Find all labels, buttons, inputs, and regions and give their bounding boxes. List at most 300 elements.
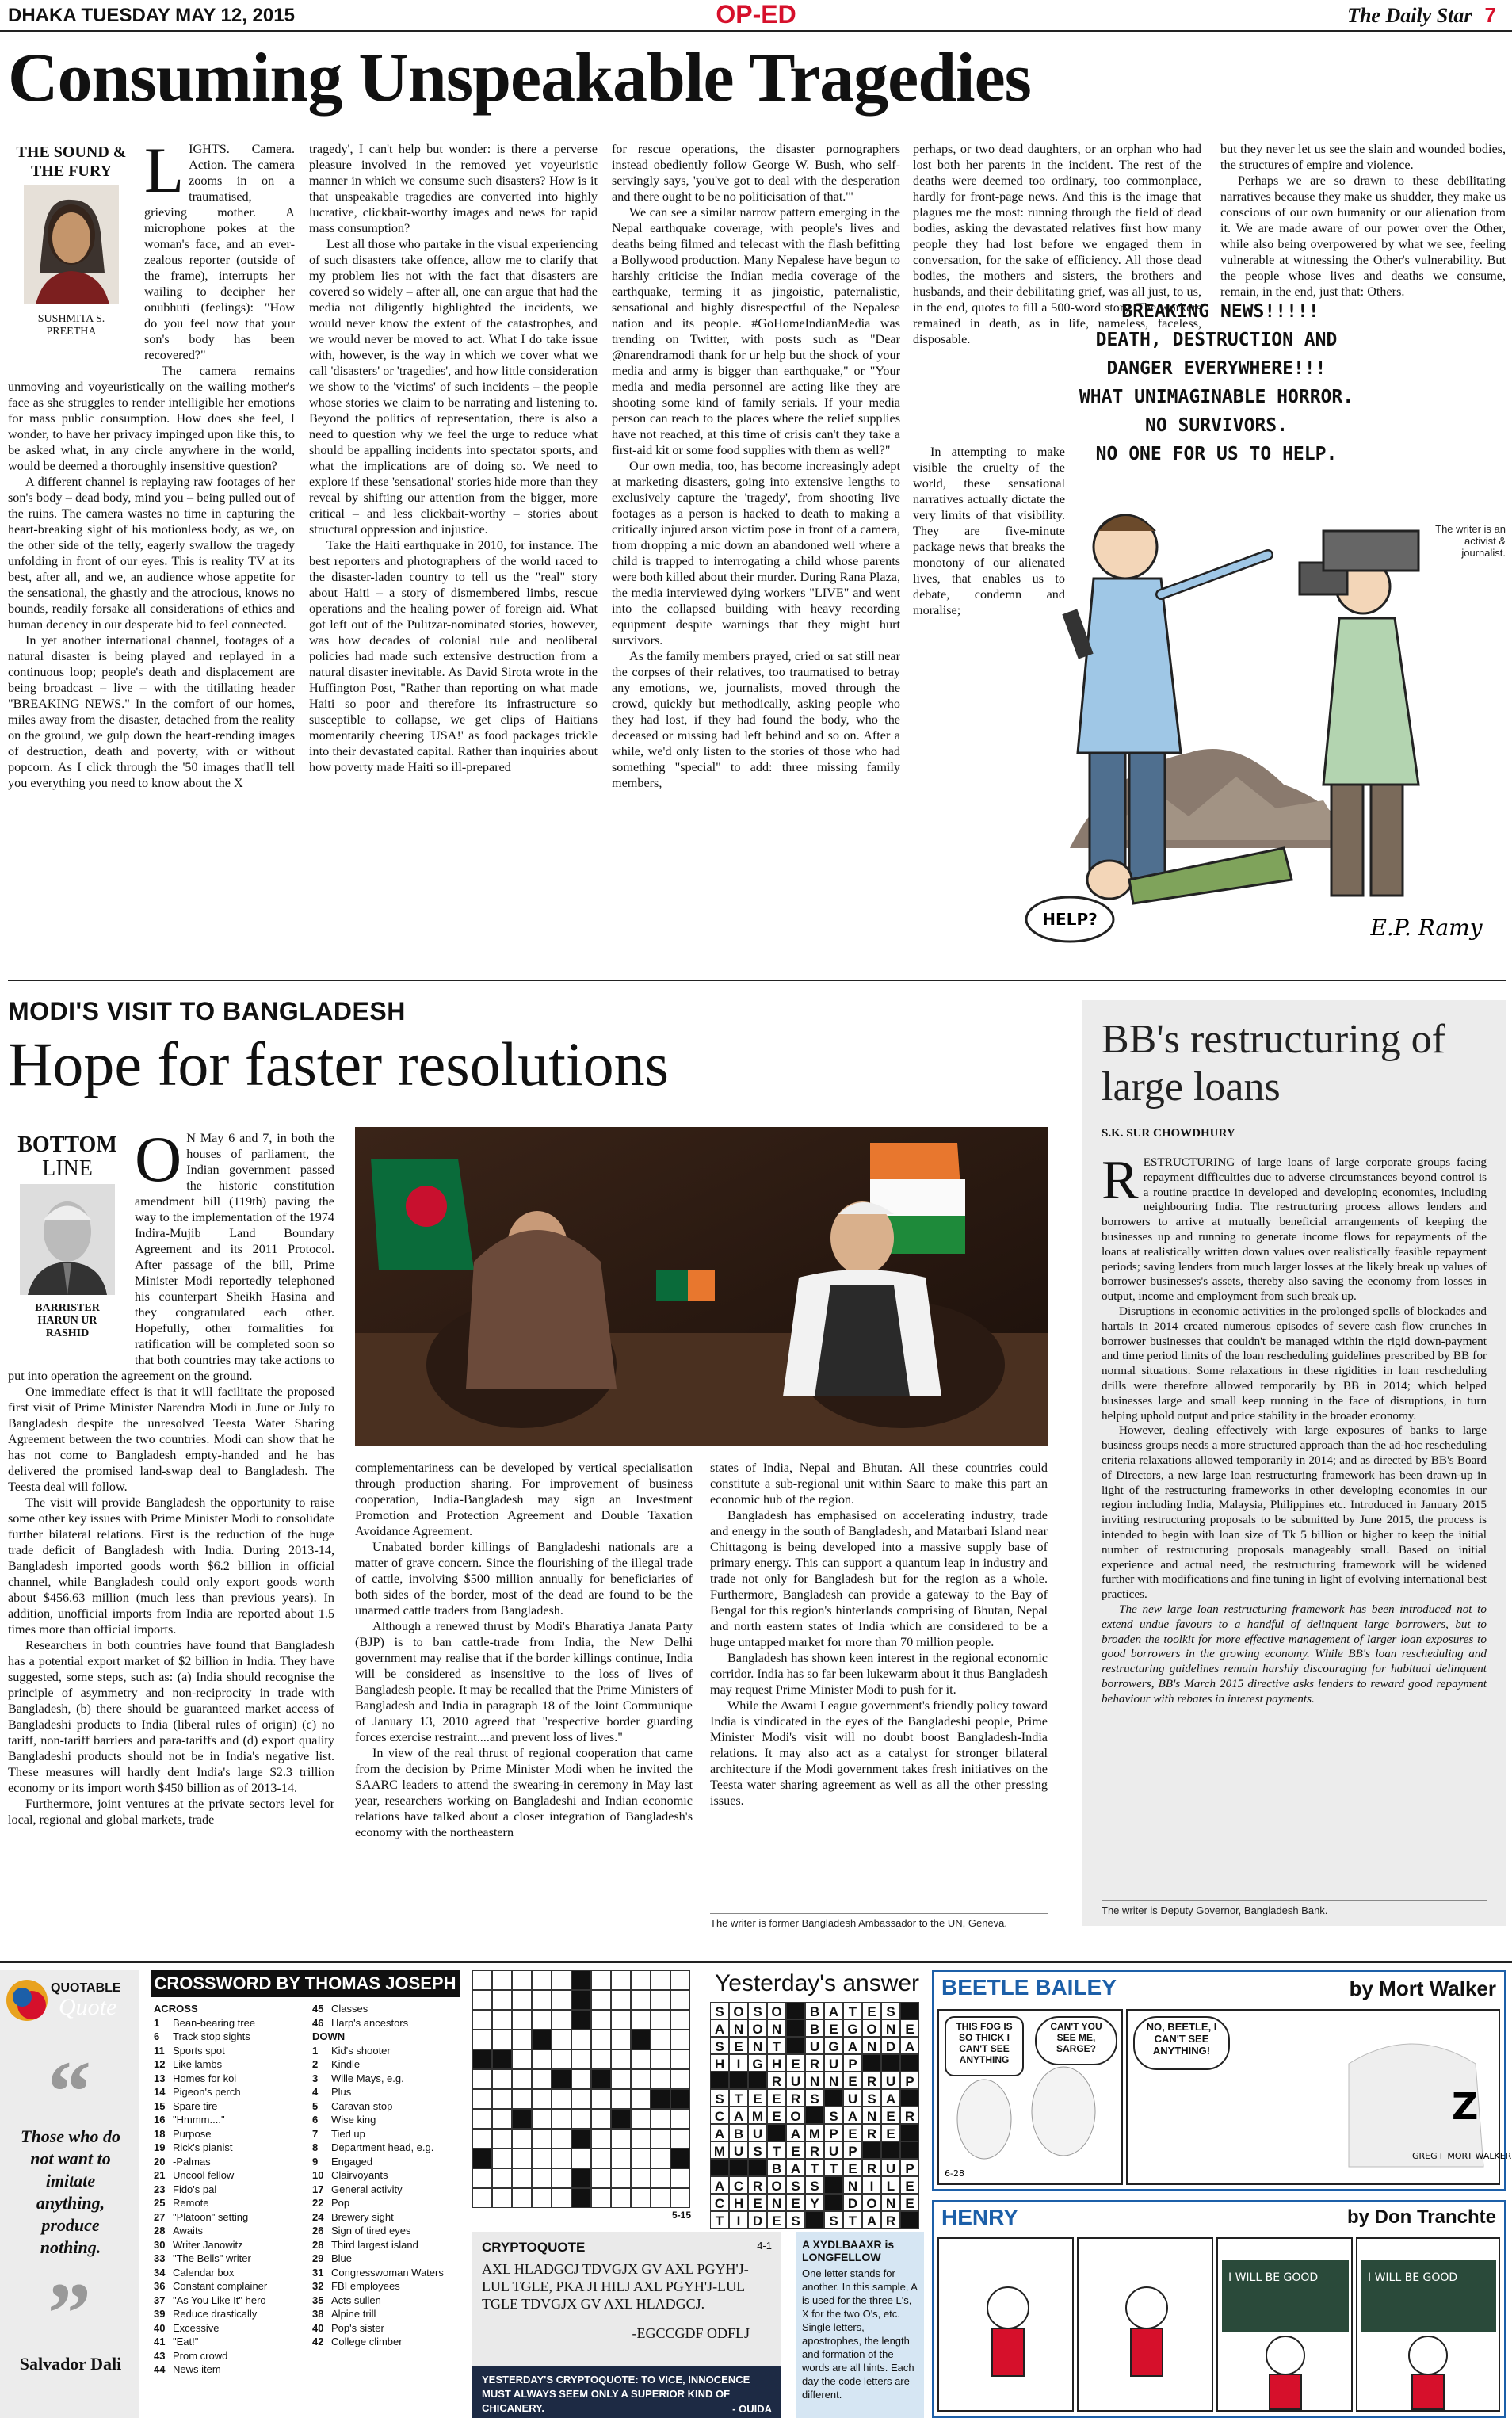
crossword-cell[interactable]	[552, 2168, 571, 2188]
crossword-cell[interactable]	[532, 1970, 552, 1990]
clue: 22 Pop	[312, 2197, 350, 2209]
answer-cell: S	[824, 2107, 843, 2124]
paragraph: for rescue operations, the disaster pornographers instead obediently follow George W. Bush, who self-servingly says, 'you've got to deal with the desperation and there ought to be no politicisation of that.'"	[612, 142, 900, 204]
crossword-cell[interactable]	[532, 2168, 552, 2188]
answer-cell: N	[748, 2037, 767, 2054]
headline-2: Hope for faster resolutions	[8, 1029, 669, 1098]
clue: 44 News item	[154, 2363, 221, 2375]
crossword-cell[interactable]	[611, 2049, 631, 2069]
crossword-cell[interactable]	[591, 2030, 611, 2049]
sidebar-article	[1082, 1000, 1506, 1926]
answer-cell: B	[767, 2159, 786, 2176]
answer-cell: S	[862, 2089, 881, 2107]
editorial-cartoon	[951, 293, 1506, 959]
crossword-cell[interactable]	[670, 2010, 690, 2030]
close-quote-icon: ”	[48, 2265, 91, 2362]
clue: 3 Wille Mays, e.g.	[312, 2072, 404, 2084]
clue: 1 Kid's shooter	[312, 2044, 391, 2057]
answer-cell	[786, 2037, 805, 2054]
crossword-title: CROSSWORD BY THOMAS JOSEPH	[151, 1970, 460, 1997]
crossword-cell[interactable]	[670, 2188, 690, 2208]
crossword-cell[interactable]	[651, 1970, 670, 1990]
yesterday-cryptoquote	[472, 2366, 781, 2418]
crossword-cell[interactable]	[552, 1970, 571, 1990]
answer-cell: R	[881, 2211, 900, 2229]
crossword-cell[interactable]	[472, 2049, 492, 2069]
crossword-cell[interactable]	[611, 2188, 631, 2208]
open-quote-icon: “	[48, 2043, 91, 2140]
answer-cell: O	[767, 2002, 786, 2019]
crossword-cell[interactable]	[552, 2188, 571, 2208]
crossword-cell[interactable]	[512, 2089, 532, 2109]
crossword-cell[interactable]	[651, 2168, 670, 2188]
crossword-cell[interactable]	[492, 2168, 512, 2188]
howto-title: A XYDLBAAXR is LONGFELLOW	[802, 2238, 895, 2263]
answer-cell: N	[805, 2072, 824, 2089]
clue: 14 Pigeon's perch	[154, 2086, 241, 2098]
answer-cell: B	[805, 2019, 824, 2037]
clue: 12 Like lambs	[154, 2058, 223, 2070]
answer-cell: A	[710, 2176, 729, 2194]
answer-cell: R	[862, 2159, 881, 2176]
cartoon-line: NO SURVIVORS.	[1144, 415, 1289, 436]
crossword-cell[interactable]	[532, 2188, 552, 2208]
crossword-cell[interactable]	[552, 2089, 571, 2109]
crossword-cell[interactable]	[512, 2129, 532, 2149]
answer-cell: R	[862, 2124, 881, 2141]
cartoon-line: BREAKING NEWS!!!!!	[1121, 301, 1319, 322]
crossword-cell[interactable]	[532, 2049, 552, 2069]
paragraph: Unabated border killings of Bangladeshi nationals are a matter of grave concern. Since the flourishing of the illegal trade of cattle, involving $500 million annually for beneficiaries of both sides of the border, most of the dead are found to be the unarmed cattle traders from Bangladesh.	[355, 1540, 693, 1618]
answer-cell: U	[729, 2141, 748, 2159]
crossword-cell[interactable]	[492, 2149, 512, 2168]
crossword-cell[interactable]	[552, 2010, 571, 2030]
crossword-cell[interactable]	[571, 1970, 591, 1990]
answer-title: Yesterday's answer	[714, 1970, 920, 1996]
across-clues	[154, 2002, 312, 2377]
crossword-cell[interactable]	[472, 2010, 492, 2030]
answer-cell: S	[824, 2211, 843, 2229]
crossword-cell[interactable]	[571, 2109, 591, 2129]
crossword-cell[interactable]	[492, 1970, 512, 1990]
paragraph: We can see a similar narrow pattern emerging in the Nepal earthquake coverage, with people's lives and deaths being filmed and telecast with the flash befitting a Bollywood production. Many Nepalese have begun to harshly criticise the Indian media coverage of the earthquake, terming it as jingoistic, paternalistic, sensational and highly disrespectful of the Nepalese nation and its people. #GoHomeIndianMedia was trending on Twitter, with posts such as "Dear @narendramodi thank for ur help but the shock of your media and army is bigger than earthquake," or "Your media and media personnel are acting like they are shooting some kind of family serials. If your media person can reach to the places where the relief supplies have not reached, at this time of crisis can't they take a first-aid kit or some food supplies with them as well?"	[612, 205, 900, 457]
crossword-cell[interactable]	[492, 2069, 512, 2089]
cryptoquote-title: CRYPTOQUOTE	[482, 2240, 586, 2255]
quote-author: Salvador Dali	[19, 2354, 122, 2374]
article3-body	[1102, 1150, 1487, 1889]
crossword-cell[interactable]	[571, 2010, 591, 2030]
quote-label-2: Quote	[59, 1994, 117, 2020]
crossword-cell[interactable]	[651, 2049, 670, 2069]
crossword-cell[interactable]	[631, 2069, 651, 2089]
crossword-cell[interactable]	[631, 2109, 651, 2129]
answer-cell: E	[900, 2194, 919, 2211]
answer-cell: T	[824, 2159, 843, 2176]
article1-col1	[8, 134, 295, 956]
speech-bubble-2: CAN'T YOU SEE ME, SARGE?	[1035, 2016, 1117, 2065]
answer-cell: A	[862, 2211, 881, 2229]
answer-cell: O	[729, 2002, 748, 2019]
answer-cell	[805, 2107, 824, 2124]
answer-cell: N	[843, 2176, 862, 2194]
answer-cell: B	[729, 2124, 748, 2141]
crossword-cell[interactable]	[670, 1990, 690, 2010]
crossword-cell[interactable]	[591, 2089, 611, 2109]
clue: 27 "Platoon" setting	[154, 2210, 249, 2223]
dropcap: R	[1102, 1150, 1139, 1211]
crossword-cell[interactable]	[472, 1970, 492, 1990]
crossword-cell[interactable]	[532, 2030, 552, 2049]
crossword-cell[interactable]	[472, 2149, 492, 2168]
clue: 45 Classes	[312, 2003, 368, 2015]
column-name: BOTTOM	[17, 1133, 117, 1157]
paragraph: The camera remains unmoving and voyeuristically on the wailing mother's face as she struggles to render intelligible her emotions for mass public consumption. How does she feel, I wonder, to have her privacy impinged upon like this, to be asked what, in any circle anywhere in the world, would be deemed a thoroughly insensitive question?	[8, 364, 295, 473]
crossword-cell[interactable]	[631, 2168, 651, 2188]
crossword-cell[interactable]	[591, 2188, 611, 2208]
crossword-cell[interactable]	[670, 2129, 690, 2149]
crossword-cell[interactable]	[512, 2188, 532, 2208]
answer-cell: T	[805, 2159, 824, 2176]
crossword-cell[interactable]	[631, 2089, 651, 2109]
answer-cell: L	[881, 2176, 900, 2194]
clue: 18 Purpose	[154, 2127, 212, 2140]
comic-signature: GREG+ MORT WALKER	[1412, 2151, 1512, 2161]
writer-note-2: The writer is former Bangladesh Ambassador to the UN, Geneva.	[710, 1913, 1048, 1929]
crossword-cell[interactable]	[552, 2129, 571, 2149]
paragraph: In attempting to make visible the cruelty of the world, these sensational narratives actually dictate the very limits of that visibility. They are five-minute package news that breaks the monotony of our alienated lives, that enables us to debate, condemn and moralise;	[913, 445, 1065, 617]
crossword-cell[interactable]	[651, 2109, 670, 2129]
clue-heading: ACROSS	[154, 2003, 198, 2015]
answer-cell: A	[900, 2037, 919, 2054]
answer-cell: A	[786, 2159, 805, 2176]
crossword-cell[interactable]	[492, 2010, 512, 2030]
crossword-cell[interactable]	[552, 2049, 571, 2069]
crossword-cell[interactable]	[492, 2109, 512, 2129]
answer-cell: E	[767, 2089, 786, 2107]
crossword-cell[interactable]	[512, 2069, 532, 2089]
answer-cell: O	[748, 2019, 767, 2037]
dropcap: O	[135, 1123, 182, 1195]
crossword-cell[interactable]	[472, 2089, 492, 2109]
clue: 40 Pop's sister	[312, 2321, 384, 2334]
crossword-cell[interactable]	[651, 2010, 670, 2030]
answer-cell: O	[786, 2107, 805, 2124]
crossword-cell[interactable]	[591, 2149, 611, 2168]
answer-cell: A	[824, 2002, 843, 2019]
crossword-cell[interactable]	[492, 2188, 512, 2208]
answer-cell: U	[805, 2037, 824, 2054]
crossword-cell[interactable]	[472, 2109, 492, 2129]
answer-cell	[710, 2159, 729, 2176]
crossword-cell[interactable]	[472, 2069, 492, 2089]
crossword-cell[interactable]	[512, 2049, 532, 2069]
crossword-cell[interactable]	[552, 1990, 571, 2010]
crossword-cell[interactable]	[472, 1990, 492, 2010]
crossword-cell[interactable]	[591, 2049, 611, 2069]
answer-cell	[710, 2072, 729, 2089]
crossword-cell[interactable]	[532, 2010, 552, 2030]
crossword-cell[interactable]	[532, 2089, 552, 2109]
answer-cell: I	[862, 2176, 881, 2194]
crossword-cell[interactable]	[670, 2168, 690, 2188]
answer-cell: M	[805, 2124, 824, 2141]
clue: 16 "Hmmm...."	[154, 2114, 225, 2126]
paragraph: In yet another international channel, footages of a natural disaster is being played and replayed in a continuous loop; people's death and displacement are being broadcast – live – with the titillating header "BREAKING NEWS." In the comfort of our homes, miles away from the disaster, detached from the reality on the ground, we gulp down the heart-rending images of destruction, death and poverty, with or without popcorn. As I click through the '50 images that'll tell you everything you need to know about the X	[8, 633, 295, 790]
crossword-cell[interactable]	[512, 1990, 532, 2010]
answer-cell: H	[767, 2054, 786, 2072]
answer-cell: U	[881, 2159, 900, 2176]
crossword-cell[interactable]	[631, 2149, 651, 2168]
answer-cell: B	[805, 2002, 824, 2019]
crossword-cell[interactable]	[670, 2069, 690, 2089]
answer-cell: S	[881, 2002, 900, 2019]
yesterday-cryptoquote-text: YESTERDAY'S CRYPTOQUOTE: TO VICE, INNOCENCE MUST ALWAYS SEEM ONLY A SUPERIOR KIND OF CHICANERY.	[482, 2374, 750, 2414]
crossword-cell[interactable]	[512, 2010, 532, 2030]
crossword-cell[interactable]	[512, 2168, 532, 2188]
answer-cell: I	[729, 2211, 748, 2229]
cryptoquote-howto	[796, 2232, 924, 2418]
answer-cell	[862, 2141, 881, 2159]
answer-cell: I	[729, 2054, 748, 2072]
crossword-cell[interactable]	[670, 2149, 690, 2168]
crossword-cell[interactable]	[552, 2030, 571, 2049]
crossword-cell[interactable]	[472, 2030, 492, 2049]
crossword-date: 5-15	[671, 2210, 691, 2221]
crossword-cell[interactable]	[591, 2168, 611, 2188]
paragraph: Take the Haiti earthquake in 2010, for instance. The best reporters and photographers of the world raced to the disaster-laden country to tell us the "real" story about Haiti – a story of dismembered limbs, rescue operations and the healing power of foreign aid. What got left out of the Pulitzar-nominated stories, however, was how decades of colonial rule and neoliberal policies had made such extensive destruction from a natural disaster inevitable. As David Sirota wrote in the Huffington Post, "Rather than reporting on what made Haiti so poor and therefore its infrastructure so susceptible to collapse, we get clips of Haitians momentarily cheering 'USA!' as food packages trickle into their devastated capital. Rather than inquiries about how poverty made Haiti so ill-prepared	[309, 538, 598, 774]
answer-cell	[900, 2141, 919, 2159]
masthead: The Daily Star 7	[1347, 3, 1496, 27]
paragraph: IGHTS. Camera. Action. The camera zooms in on a traumatised, grieving mother. A microphone pokes at the woman's face, and an ever-zealous reporter (outside of the frame), interrupts her wailing to decipher her onubhuti (feelings): "How do you feel now that your son's body has been recovered?"	[144, 142, 295, 362]
crossword-cell[interactable]	[492, 2129, 512, 2149]
answer-cell: T	[843, 2211, 862, 2229]
crossword-cell[interactable]	[532, 2109, 552, 2129]
clue: 4 Plus	[312, 2086, 352, 2098]
quote-label: QUOTABLE	[51, 1981, 121, 1995]
crossword-cell[interactable]	[472, 2168, 492, 2188]
answer-cell: O	[862, 2019, 881, 2037]
crossword-cell[interactable]	[552, 2109, 571, 2129]
answer-cell: D	[881, 2037, 900, 2054]
answer-cell: E	[767, 2107, 786, 2124]
paragraph: In view of the real thrust of regional cooperation that came from the decision by Prime Minister Modi when he invited the SAARC leaders to attend the swearing-in ceremony in May last year, researchers working on Bangladeshi and Indian economic relations have talked about a closer integration of Bangladesh's economy with the northeastern	[355, 1746, 693, 1839]
answer-cell	[729, 2072, 748, 2089]
crossword-cell[interactable]	[651, 2089, 670, 2109]
paragraph: ESTRUCTURING of large loans of large corporate groups facing repayment difficulties due to adverse circumstances beyond control is a routine practice in developed and developing economies, including neighbouring India. The restructuring process allows lenders and borrowers to arrive at mutually beneficial arrangements of keeping the businesses up and running to generate income flows for repayments of the loans at realistically written down values over realistically feasible repayment periods; saving lenders from much larger losses at the likely break up values of borrower businesses's assets, thereby also saving the economy from losses in output, income and employment from such break up.	[1102, 1156, 1487, 1304]
answer-cell: N	[729, 2019, 748, 2037]
crossword-cell[interactable]	[532, 2129, 552, 2149]
answer-cell: N	[767, 2019, 786, 2037]
crossword-cell[interactable]	[571, 2030, 591, 2049]
clue: 8 Department head, e.g.	[312, 2141, 434, 2153]
answer-cell	[824, 2176, 843, 2194]
clue: 34 Calendar box	[154, 2266, 235, 2279]
answer-cell: M	[748, 2107, 767, 2124]
crossword-cell[interactable]	[611, 2149, 631, 2168]
answer-cell: E	[843, 2072, 862, 2089]
crossword-cell[interactable]	[492, 2089, 512, 2109]
crossword-cell[interactable]	[611, 2010, 631, 2030]
crossword-cell[interactable]	[571, 2089, 591, 2109]
clue: 13 Homes for koi	[154, 2072, 237, 2084]
speech-bubble-3: NO, BEETLE, I CAN'T SEE ANYTHING!	[1133, 2016, 1230, 2070]
crossword-cell[interactable]	[651, 1990, 670, 2010]
paragraph: but they never let us see the slain and wounded bodies, the structures of empire and violence.	[1220, 142, 1506, 172]
crossword-cell[interactable]	[512, 2109, 532, 2129]
crossword-cell[interactable]	[651, 2149, 670, 2168]
paragraph: Perhaps we are so drawn to these debilitating narratives because they make us shudder, they make us conscious of our own humanity or our alienation from it. We are made aware of our power over the Other, while also being overpowered by what we see, feeling vulnerable at witnessing the Other's vulnerability. But the people whose lives and deaths we consume, remain, in the end, just that: Others.	[1220, 174, 1506, 299]
paragraph: Lest all those who partake in the visual experiencing of such disasters take offence, allow me to clarify that my problem lies not with the fact that disasters are covered so widely – after all, one can argue that had the media not diligently highlighted the incidents, we would never know the extent of the catastrophes, and we would never be moved to act. What I do take issue with, however, is the way in which we cover what we call 'disasters' or 'tragedies', and how little consideration we show to the 'victims' of such incidents – the people whose stories we claim to be narrating and listening to. Beyond the politics of representation, there is also a need to question why we feel the urge to reduce what should be appalling incidents into spectator sports, and what the implications are of doing so. We need to explore if these 'sensational' stories hide more than they reveal by shifting our attention from the bigger, more critical – and less clickbait-worthy – stories about structural oppression and injustice.	[309, 237, 598, 537]
speech-bubble-1: THIS FOG IS SO THICK I CAN'T SEE ANYTHING	[945, 2016, 1024, 2076]
quote-text: Those who do not want to imitate anything, produce nothing.	[21, 2126, 120, 2257]
comic-beetle-bailey	[932, 1970, 1512, 2191]
crossword-cell[interactable]	[571, 2149, 591, 2168]
answer-cell: U	[843, 2089, 862, 2107]
crossword-cell[interactable]	[571, 2188, 591, 2208]
city-date: DHAKA TUESDAY MAY 12, 2015	[8, 5, 295, 26]
writer-note-3: The writer is Deputy Governor, Bangladesh Bank.	[1102, 1900, 1487, 1916]
headline-1: Consuming Unspeakable Tragedies	[8, 40, 1031, 117]
crossword-cell[interactable]	[631, 2030, 651, 2049]
crossword-cell[interactable]	[571, 2129, 591, 2149]
clue: 19 Rick's pianist	[154, 2141, 233, 2153]
paragraph: perhaps, or two dead daughters, or an orphan who had lost both her parents in the incident. The rest of the deaths were deemed too ordinary, too commonplace, hardly for front-page news. And this is the image that plagues me the most: running through the field of dead bodies, asking the devastated relatives first how many people they had lost before we engaged them in conversation, for the sake of efficiency. All those dead bodies, the mothers and sisters, the brothers and husbands, and their debilitating grief, was all just, to us, in the end, quotes to fill a 500-word story. The workers remained in death, as in life, nameless, faceless, disposable.	[913, 142, 1201, 346]
answer-cell: P	[843, 2141, 862, 2159]
crossword-cell[interactable]	[611, 2129, 631, 2149]
article1-col2	[309, 141, 598, 956]
crossword-cell[interactable]	[670, 2109, 690, 2129]
crossword-cell[interactable]	[611, 2030, 631, 2049]
clue: 30 Writer Janowitz	[154, 2238, 243, 2251]
crossword-cell[interactable]	[651, 2069, 670, 2089]
crossword-cell[interactable]	[571, 2168, 591, 2188]
clue: 7 Tied up	[312, 2127, 365, 2140]
crossword-cell[interactable]	[532, 2149, 552, 2168]
crossword-cell[interactable]	[670, 2030, 690, 2049]
comic-date: 6-28	[945, 2168, 964, 2179]
answer-cell	[881, 2054, 900, 2072]
answer-cell: S	[786, 2211, 805, 2229]
crossword-cell[interactable]	[591, 1970, 611, 1990]
answer-cell: E	[843, 2124, 862, 2141]
crossword-cell[interactable]	[532, 1990, 552, 2010]
answer-cell: U	[881, 2072, 900, 2089]
crossword-cell[interactable]	[591, 1990, 611, 2010]
crossword-cell[interactable]	[611, 1970, 631, 1990]
answer-cell: N	[862, 2107, 881, 2124]
crossword-cell[interactable]	[631, 2188, 651, 2208]
crossword-cell[interactable]	[611, 2089, 631, 2109]
answer-cell: G	[748, 2054, 767, 2072]
crossword-cell[interactable]	[472, 2188, 492, 2208]
answer-cell: T	[729, 2089, 748, 2107]
crossword-cell[interactable]	[631, 1990, 651, 2010]
crossword-cell[interactable]	[512, 1970, 532, 1990]
answer-cell: A	[729, 2107, 748, 2124]
crossword-cell[interactable]	[631, 2049, 651, 2069]
answer-cell: N	[881, 2194, 900, 2211]
cryptoquote-text: AXL HLADGCJ TDVGJX GV AXL PGYH'J-LUL TGLE, PKA JI HILJ AXL PGYH'J-LUL TGLE TDVGJX GV AXL HLADGCJ.	[482, 2261, 749, 2312]
answer-cell: N	[824, 2072, 843, 2089]
answer-cell: E	[881, 2107, 900, 2124]
clue-heading: DOWN	[312, 2030, 346, 2042]
crossword-grid	[472, 1970, 694, 2221]
clue: 25 Remote	[154, 2197, 209, 2209]
crossword-cell[interactable]	[472, 2129, 492, 2149]
crossword-cell[interactable]	[552, 2149, 571, 2168]
crossword-cell[interactable]	[611, 2168, 631, 2188]
crossword-cell[interactable]	[571, 2049, 591, 2069]
clue: 36 Constant complainer	[154, 2280, 268, 2292]
answer-cell: S	[748, 2002, 767, 2019]
answer-cell: N	[862, 2037, 881, 2054]
crossword-cell[interactable]	[591, 2010, 611, 2030]
crossword-cell[interactable]	[651, 2030, 670, 2049]
answer-cell: T	[843, 2002, 862, 2019]
cartoon-line: NO ONE FOR US TO HELP.	[1095, 444, 1338, 464]
crossword-cell[interactable]	[571, 1990, 591, 2010]
crossword-cell[interactable]	[492, 1990, 512, 2010]
answer-cell: R	[767, 2072, 786, 2089]
crossword-cell[interactable]	[611, 2109, 631, 2129]
crossword-cell[interactable]	[532, 2069, 552, 2089]
cryptoquote-attribution: -EGCCGDF ODFLJ	[632, 2325, 750, 2341]
crossword-cell[interactable]	[591, 2069, 611, 2089]
answer-cell: R	[786, 2089, 805, 2107]
crossword-cell[interactable]	[651, 2129, 670, 2149]
crossword-cell[interactable]	[670, 1970, 690, 1990]
crossword-cell[interactable]	[651, 2188, 670, 2208]
page-number: 7	[1484, 3, 1496, 27]
answer-cell	[748, 2159, 767, 2176]
crossword-cell[interactable]	[611, 2069, 631, 2089]
quote-box	[0, 1970, 139, 2418]
crossword-cell[interactable]	[571, 2069, 591, 2089]
crossword-cell[interactable]	[552, 2069, 571, 2089]
clue: 6 Wise king	[312, 2114, 376, 2126]
comic-byline: by Don Tranchte	[1346, 2206, 1496, 2228]
crossword-cell[interactable]	[591, 2109, 611, 2129]
column-name: THE SOUND & THE FURY	[16, 143, 127, 180]
crossword-cell[interactable]	[492, 2049, 512, 2069]
clue: 42 College climber	[312, 2336, 403, 2347]
crossword-cell[interactable]	[670, 2049, 690, 2069]
paragraph: The visit will provide Bangladesh the opportunity to raise some other key issues with Prime Minister Modi to consolidate further bilateral relations. First is the reduction of the huge trade deficit of Bangladesh with India. During 2013-14, Bangladesh imported goods worth $6.2 billion in official channel, while Bangladesh could only export goods worth about $456.63 million (much less than previous years). In addition, unofficial imports from India are reported about 1.5 times more than official imports.	[8, 1495, 334, 1637]
answer-cell	[748, 2072, 767, 2089]
crossword-cell[interactable]	[631, 2010, 651, 2030]
crossword-cell[interactable]	[512, 2030, 532, 2049]
answer-cell: H	[710, 2054, 729, 2072]
clue: 2 Kindle	[312, 2058, 361, 2070]
answer-cell: E	[881, 2124, 900, 2141]
paragraph: Furthermore, joint ventures at the private sectors level for local, regional and global markets, trade	[8, 1797, 334, 1827]
crossword-cell[interactable]	[670, 2089, 690, 2109]
yesterday-cryptoquote-author: - OUIDA	[732, 2403, 772, 2415]
bottom-divider	[0, 1961, 1512, 1963]
crossword-cell[interactable]	[492, 2030, 512, 2049]
paragraph: Our own media, too, has become increasingly adept at marketing disasters, going into extensive lengths to exclusively capture the 'tragedy', from shooting live footages as a person is hacked to death to making a critically injured arson victim pose in front of a camera, from dropping a mic down an abandoned well where a child is trapped to interrogating a child whose parents were both killed about their murder. During Rana Plaza, the media interviewed dying workers "LIVE" and went into the collapsed building with heavy recording equipment despite warnings that they might hurt survivors.	[612, 459, 900, 647]
crossword-cell[interactable]	[631, 1970, 651, 1990]
crossword-cell[interactable]	[631, 2129, 651, 2149]
answer-cell: P	[900, 2072, 919, 2089]
quote-logo-icon	[3, 1977, 51, 2024]
answer-cell: T	[710, 2211, 729, 2229]
comic-title: BEETLE BAILEY	[941, 1975, 1117, 2000]
news-photo	[355, 1127, 1048, 1446]
crossword-cell[interactable]	[512, 2149, 532, 2168]
crossword-cell[interactable]	[591, 2129, 611, 2149]
crossword-cell[interactable]	[611, 1990, 631, 2010]
